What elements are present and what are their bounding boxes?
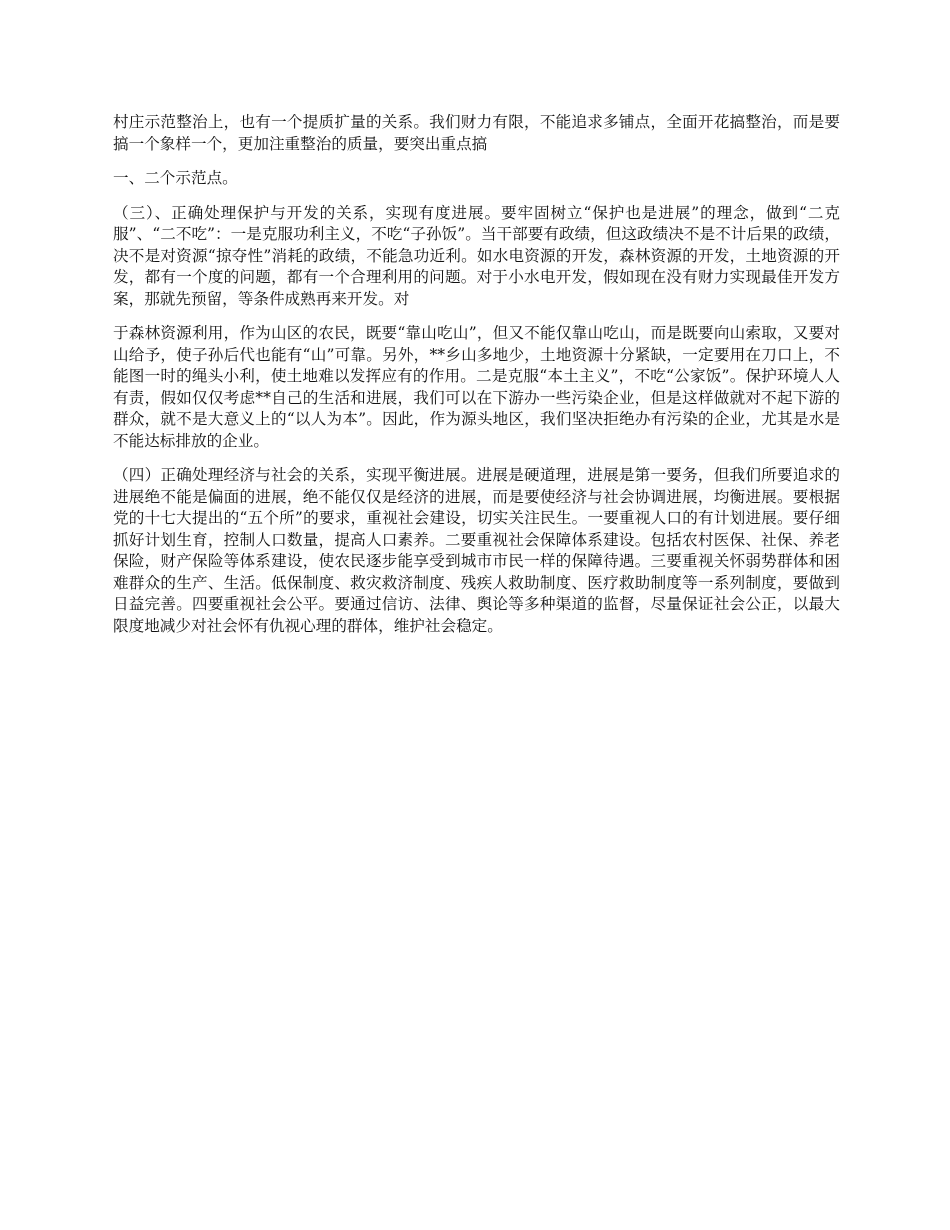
paragraph-1: 村庄示范整治上，也有一个提质扩量的关系。我们财力有限，不能追求多铺点，全面开花搞整治，而是要搞一个象样一个，更加注重整治的质量，要突出重点搞 — [113, 113, 840, 153]
document-body — [113, 112, 840, 650]
paragraph-3: （三）、正确处理保护与开发的关系，实现有度进展。要牢固树立“保护也是进展”的理念，做到“二克服”、“二不吃”：一是克服功利主义，不吃“子孙饭”。当干部要有政绩，但这政绩决不是不计后果的政绩，决不是对资源“掠夺性”消耗的政绩，不能急功近利。如水电资源的开发，森林资源的开发，土地资源的开发，都有一个度的问题，都有一个合理利用的问题。对于小水电开发，假如现在没有财力实现最佳开发方案，那就先预留，等条件成熟再来开发。对 — [113, 203, 840, 308]
paragraph-4: 于森林资源利用，作为山区的农民，既要“靠山吃山”，但又不能仅靠山吃山，而是既要向山索取，又要对山给予，使子孙后代也能有“山”可靠。另外，**乡山多地少，土地资源十分紧缺，一定要用在刀口上，不能图一时的绳头小利，使土地难以发挥应有的作用。二是克服“本土主义”，不吃“公家饭”。保护环境人人有责，假如仅仅考虑**自己的生活和进展，我们可以在下游办一些污染企业，但是这样做就对不起下游的群众，就不是大意义上的“以人为本”。因此，作为源头地区，我们坚决拒绝办有污染的企业，尤其是水是不能达标排放的企业。 — [113, 324, 840, 450]
paragraph-2: 一、二个示范点。 — [113, 169, 238, 187]
paragraph-5: （四）正确处理经济与社会的关系，实现平衡进展。进展是硬道理，进展是第一要务，但我们所要追求的进展绝不能是偏面的进展，绝不能仅仅是经济的进展，而是要使经济与社会协调进展，均衡进展。要根据党的十七大提出的“五个所”的要求，重视社会建设，切实关注民生。一要重视人口的有计划进展。要仔细抓好计划生育，控制人口数量，提高人口素养。二要重视社会保障体系建设。包括农村医保、社保、养老保险，财产保险等体系建设，使农民逐步能享受到城市市民一样的保障待遇。三要重视关怀弱势群体和困难群众的生产、生活。低保制度、救灾救济制度、残疾人救助制度、医疗救助制度等一系列制度，要做到日益完善。四要重视社会公平。要通过信访、法律、舆论等多种渠道的监督，尽量保证社会公正，以最大限度地减少对社会怀有仇视心理的群体，维护社会稳定。 — [113, 466, 840, 635]
